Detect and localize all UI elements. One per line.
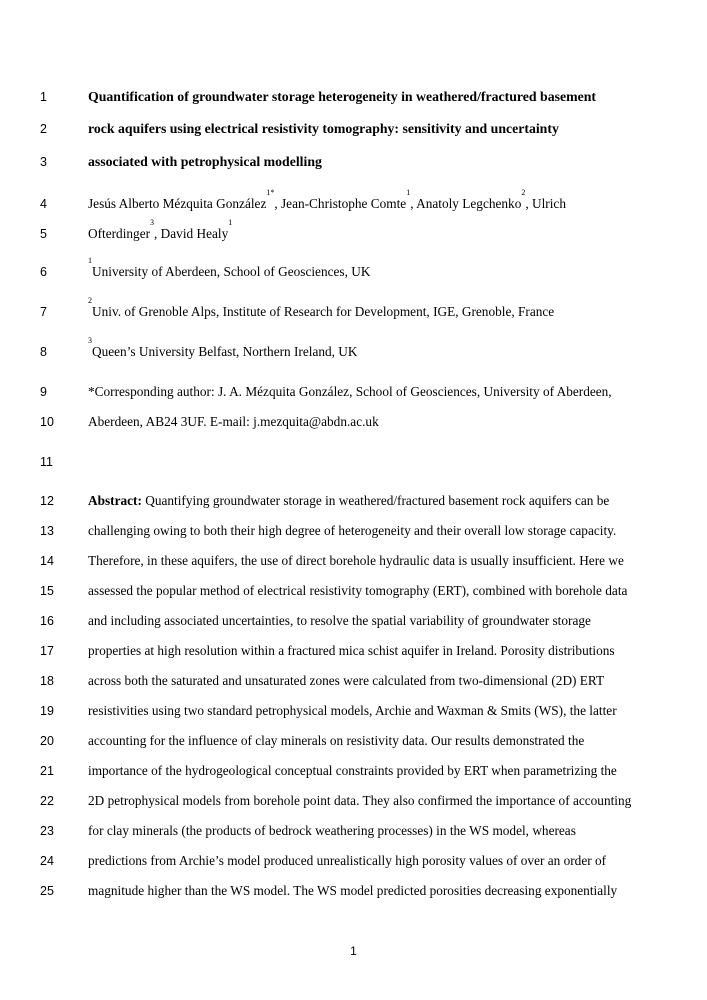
line-number: 22 [40, 794, 54, 808]
manuscript-line [0, 296, 707, 324]
abstract-line: Therefore, in these aquifers, the use of direct borehole hydraulic data is usually insufficient. Here we [88, 553, 624, 568]
manuscript-line [0, 673, 707, 693]
line-number: 9 [40, 385, 47, 399]
abstract-line: predictions from Archie’s model produced unrealistically high porosity values of over an order of [88, 853, 607, 868]
manuscript-line [0, 553, 707, 573]
line-number: 12 [40, 494, 54, 508]
abstract-line: resistivities using two standard petrophysical models, Archie and Waxman & Smits (WS), the latter [88, 703, 617, 718]
abstract-line: magnitude higher than the WS model. The WS model predicted porosities decreasing exponentially [88, 883, 618, 898]
manuscript-line [0, 256, 707, 284]
line-number: 17 [40, 644, 54, 658]
line-number: 25 [40, 884, 54, 898]
line-number: 3 [40, 155, 47, 169]
author-affiliation-mark: 2 [521, 188, 526, 197]
line-number: 15 [40, 584, 54, 598]
manuscript-line [0, 853, 707, 873]
title-line-1: Quantification of groundwater storage heterogeneity in weathered/fractured basement [88, 89, 596, 104]
line-number: 14 [40, 554, 54, 568]
author-affiliation-mark: 1 [406, 188, 411, 197]
author-name: Jesús Alberto Mézquita González [88, 196, 267, 211]
line-number: 19 [40, 704, 54, 718]
abstract-label: Abstract: [88, 493, 142, 508]
author-list [88, 188, 667, 212]
line-number: 7 [40, 305, 47, 319]
corresponding-author-line-1: *Corresponding author: J. A. Mézquita González, School of Geosciences, University of Aberdeen, [88, 384, 612, 399]
line-number: 11 [40, 455, 53, 469]
affiliation [88, 296, 667, 320]
manuscript-line [0, 218, 707, 246]
line-number: 24 [40, 854, 54, 868]
affiliation-mark: 1 [88, 256, 92, 265]
abstract-line: importance of the hydrogeological conceptual constraints provided by ERT when parametrizing the [88, 763, 617, 778]
line-number: 16 [40, 614, 54, 628]
manuscript-line [0, 583, 707, 603]
manuscript-line [0, 763, 707, 783]
author-name: , Jean-Christophe Comte [274, 196, 407, 211]
abstract-text: Quantifying groundwater storage in weathered/fractured basement rock aquifers can be [141, 493, 610, 508]
abstract-line: assessed the popular method of electrical resistivity tomography (ERT), combined with borehole data [88, 583, 628, 598]
manuscript-line [0, 613, 707, 633]
title-line-3: associated with petrophysical modelling [88, 154, 322, 169]
manuscript-line [0, 336, 707, 364]
line-number: 6 [40, 265, 47, 279]
line-number: 23 [40, 824, 54, 838]
abstract-line: 2D petrophysical models from borehole point data. They also confirmed the importance of accounting [88, 793, 632, 808]
manuscript-line [0, 733, 707, 753]
author-name: , Anatoly Legchenko [410, 196, 522, 211]
abstract-line: across both the saturated and unsaturated zones were calculated from two-dimensional (2D) ERT [88, 673, 605, 688]
affiliation [88, 256, 667, 280]
manuscript-line [0, 793, 707, 813]
line-number: 1 [40, 90, 47, 104]
manuscript-line [0, 89, 707, 109]
affiliation [88, 336, 667, 360]
line-number: 4 [40, 197, 47, 211]
affiliation-mark: 2 [88, 296, 92, 305]
author-affiliation-mark: 1 [228, 218, 233, 227]
line-number: 18 [40, 674, 54, 688]
affiliation-text: University of Aberdeen, School of Geosciences, UK [92, 264, 371, 279]
affiliation-text: Queen’s University Belfast, Northern Ireland, UK [92, 344, 358, 359]
line-number: 21 [40, 764, 54, 778]
author-list-continued [88, 218, 667, 242]
affiliation-mark: 3 [88, 336, 92, 345]
abstract-line: for clay minerals (the products of bedrock weathering processes) in the WS model, whereas [88, 823, 576, 838]
manuscript-line [0, 823, 707, 843]
line-number: 20 [40, 734, 54, 748]
manuscript-line [0, 883, 707, 903]
abstract-line: challenging owing to both their high degree of heterogeneity and their overall low storage capacity. [88, 523, 617, 538]
author-affiliation-mark: 1* [266, 188, 275, 197]
manuscript-line [0, 454, 707, 474]
abstract-first-line [88, 493, 667, 509]
line-number: 13 [40, 524, 54, 538]
manuscript-line [0, 384, 707, 404]
manuscript-line [0, 523, 707, 543]
line-number: 10 [40, 415, 54, 429]
author-affiliation-mark: 3 [150, 218, 155, 227]
affiliation-text: Univ. of Grenoble Alps, Institute of Research for Development, IGE, Grenoble, France [92, 304, 555, 319]
manuscript-line [0, 188, 707, 216]
manuscript-line [0, 121, 707, 141]
abstract-line: properties at high resolution within a fractured mica schist aquifer in Ireland. Porosity distributions [88, 643, 615, 658]
abstract-line: and including associated uncertainties, to resolve the spatial variability of groundwater storage [88, 613, 591, 628]
manuscript-line [0, 703, 707, 723]
author-name: Ofterdinger [88, 226, 151, 241]
line-number: 5 [40, 227, 47, 241]
author-name: , David Healy [154, 226, 229, 241]
abstract-line: accounting for the influence of clay minerals on resistivity data. Our results demonstrated the [88, 733, 585, 748]
manuscript-line [0, 154, 707, 174]
line-number: 2 [40, 122, 47, 136]
page-number: 1 [350, 944, 357, 958]
line-number: 8 [40, 345, 47, 359]
title-line-2: rock aquifers using electrical resistivity tomography: sensitivity and uncertainty [88, 121, 559, 136]
manuscript-line [0, 493, 707, 513]
corresponding-author-line-2: Aberdeen, AB24 3UF. E-mail: j.mezquita@abdn.ac.uk [88, 414, 379, 429]
manuscript-line [0, 643, 707, 663]
manuscript-line [0, 414, 707, 434]
author-name: , Ulrich [525, 196, 566, 211]
